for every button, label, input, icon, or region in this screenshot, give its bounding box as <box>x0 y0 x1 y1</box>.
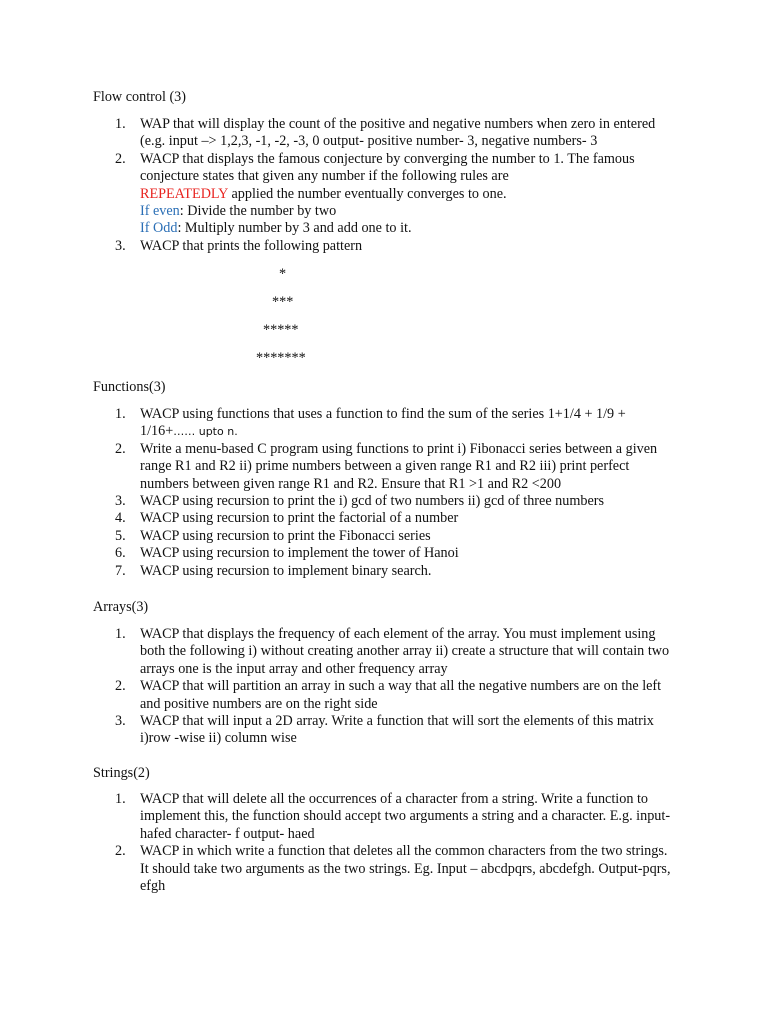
item-number: 3. <box>115 493 126 510</box>
list-item <box>115 116 675 151</box>
item-text: WACP using recursion to print the factorial of a number <box>140 510 459 527</box>
section-heading-arrays: Arrays(3) <box>93 599 149 615</box>
list-item <box>115 791 675 843</box>
item-number: 6. <box>115 545 126 562</box>
list-item <box>115 713 675 748</box>
list-item <box>115 678 675 713</box>
item-text: WACP that prints the following pattern <box>140 237 363 254</box>
item-text: WACP using recursion to implement the tower of Hanoi <box>140 545 459 562</box>
list-item <box>115 440 675 493</box>
item-text: Write a menu-based C program using functions to print i) Fibonacci series between a given range R1 and R2 ii) prime numbers between a given range R1 and R2 iii) print perfect numbers between given range R1 and R2. Ensure that R1 >1 and R2 <200 <box>140 440 658 492</box>
item-number: 1. <box>115 116 126 132</box>
list-item <box>115 510 675 527</box>
list-item <box>115 150 675 238</box>
item-number: 3. <box>115 237 126 254</box>
strings-list <box>115 791 675 895</box>
list-item <box>115 237 675 255</box>
item-text: WACP using recursion to print the Fibonacci series <box>140 527 431 544</box>
item-text: WACP that will delete all the occurrences of a character from a string. Write a function to implement this, the function should accept two arguments a string and a character. E.g. input- hafed character- f output- haed <box>140 791 671 842</box>
item-number: 3. <box>115 713 126 730</box>
list-item <box>115 406 675 441</box>
section-heading-functions: Functions(3) <box>93 379 166 395</box>
item-text: WACP that displays the famous conjecture by converging the number to 1. The famous conjecture states that given any number if the following rules are <box>140 150 635 185</box>
item-text-small: …… upto n. <box>173 425 238 439</box>
list-item <box>115 545 675 562</box>
item-text: WACP that will input a 2D array. Write a function that will sort the elements of this matrix i)row -wise ii) column wise <box>140 713 654 747</box>
item-number: 1. <box>115 791 126 807</box>
pattern-row: ***** <box>263 322 299 338</box>
list-item <box>115 562 675 580</box>
item-text: WACP in which write a function that deletes all the common characters from the two strings. It should take two arguments as the two strings. Eg. Input – abcdpqrs, abcdefgh. Output-pqrs, efgh <box>140 843 671 895</box>
list-item <box>115 493 675 510</box>
section-heading-strings: Strings(2) <box>93 765 150 781</box>
item-number: 7. <box>115 562 126 579</box>
if-even-label: If even <box>140 203 180 220</box>
arrays-list <box>115 626 675 748</box>
item-text: WACP using functions that uses a function to find the sum of the series 1+1/4 + 1/9 + 1/16+ <box>140 406 626 440</box>
item-text: WACP using recursion to print the i) gcd of two numbers ii) gcd of three numbers <box>140 493 605 510</box>
if-even-text: : Divide the number by two <box>179 203 337 220</box>
item-text: WAP that will display the count of the positive and negative numbers when zero in entered (e.g. input –> 1,2,3, -1, -2, -3, 0 output- positive number- 3, negative numbers- 3 <box>140 116 656 150</box>
item-number: 2. <box>115 440 126 457</box>
list-item <box>115 527 675 545</box>
item-number: 2. <box>115 678 126 695</box>
flow-control-list <box>115 116 675 255</box>
item-number: 2. <box>115 843 126 860</box>
if-odd-label: If Odd <box>140 220 178 237</box>
pattern-row: *** <box>272 294 294 310</box>
list-item <box>115 843 675 895</box>
item-number: 1. <box>115 406 126 422</box>
item-text: WACP that will partition an array in such a way that all the negative numbers are on the left and positive numbers are on the right side <box>140 678 662 712</box>
list-item <box>115 626 675 678</box>
item-text: WACP using recursion to implement binary search. <box>140 562 432 579</box>
pattern-row: * <box>279 266 287 282</box>
item-number: 4. <box>115 510 126 527</box>
item-text: WACP that displays the frequency of each element of the array. You must implement using both the following i) without creating another array ii) create a structure that will contain two arrays one is the input array and other frequency array <box>140 626 670 677</box>
item-number: 5. <box>115 527 126 544</box>
section-heading-flow-control: Flow control (3) <box>93 89 186 105</box>
item-text-cont: applied the number eventually converges to one. <box>227 185 507 202</box>
functions-list <box>115 406 675 580</box>
pattern-row: ******* <box>256 350 306 366</box>
emphasis-repeatedly: REPEATEDLY <box>140 185 228 202</box>
item-number: 1. <box>115 626 126 642</box>
if-odd-text: : Multiply number by 3 and add one to it. <box>177 220 412 237</box>
item-number: 2. <box>115 150 126 167</box>
